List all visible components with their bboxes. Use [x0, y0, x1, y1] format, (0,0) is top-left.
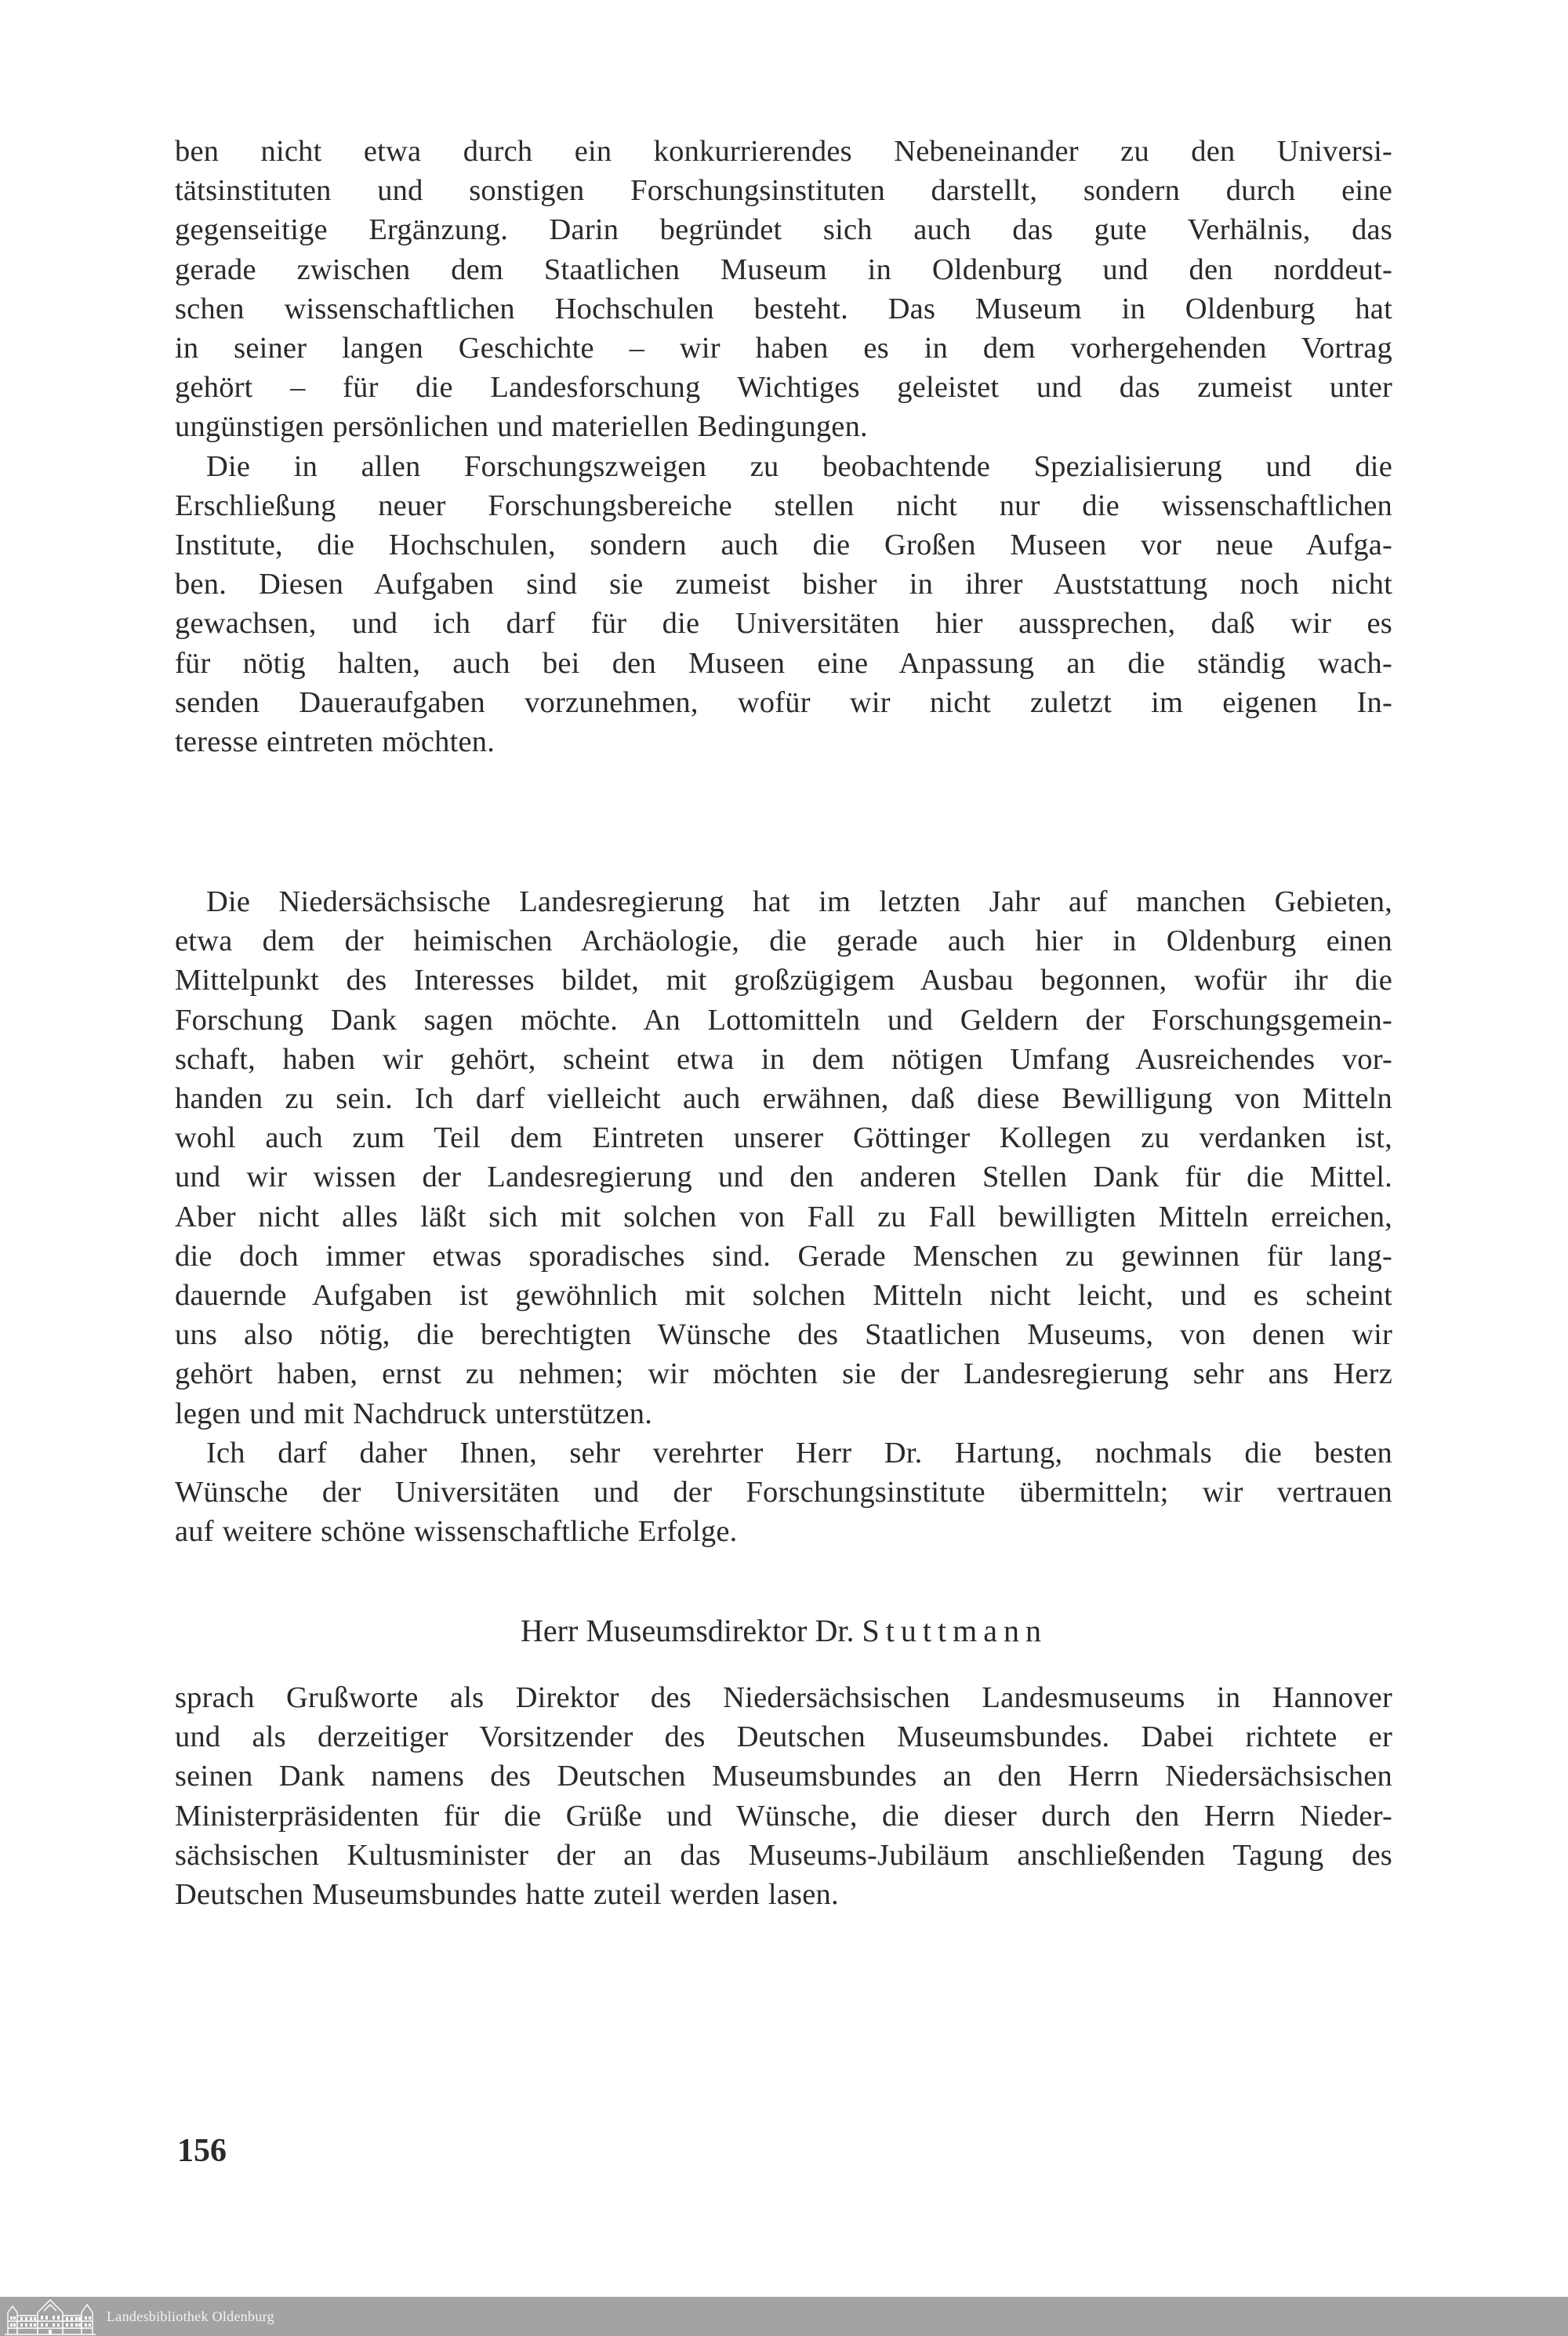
- text-line: gegenseitige Ergänzung. Darin begründet sich auch das gute Verhälnis, das: [175, 213, 1392, 247]
- text-line: und wir wissen der Landesregierung und den anderen Stellen Dank für die Mittel.: [175, 1161, 1392, 1194]
- text-line: Deutschen Museumsbundes hatte zuteil werden lasen.: [175, 1878, 839, 1912]
- library-building-icon: [3, 2297, 97, 2336]
- footer-library-name: Landesbibliothek Oldenburg: [107, 2308, 274, 2324]
- paragraph: [175, 882, 1392, 1433]
- text-line: uns also nötig, die berechtigten Wünsche des Staatlichen Museums, von denen wir: [175, 1318, 1392, 1352]
- text-line: senden Daueraufgaben vorzunehmen, wofür wir nicht zuletzt im eigenen In-: [175, 685, 1392, 719]
- text-line: ben nicht etwa durch ein konkurrierendes Nebeneinander zu den Universi-: [175, 135, 1392, 168]
- paragraph: [175, 1678, 1392, 1914]
- text-line: Erschließung neuer Forschungsbereiche stellen nicht nur die wissenschaftlichen: [175, 489, 1392, 522]
- heading-name: Stuttmann: [862, 1613, 1047, 1648]
- text-line: schaft, haben wir gehört, scheint etwa in dem nötigen Umfang Ausreichendes vor-: [175, 1042, 1392, 1076]
- text-line: gerade zwischen dem Staatlichen Museum in Oldenburg und den norddeut-: [175, 252, 1392, 286]
- text-line: sprach Grußworte als Direktor des Niedersächsischen Landesmuseums in Hannover: [175, 1681, 1392, 1714]
- paragraph: [175, 132, 1392, 447]
- section-heading: [0, 1611, 1568, 1651]
- text-line: sächsischen Kultusminister der an das Museums-Jubiläum anschließenden Tagung des: [175, 1838, 1392, 1872]
- text-line: die doch immer etwas sporadisches sind. Gerade Menschen zu gewinnen für lang-: [175, 1239, 1392, 1273]
- text-line: ungünstigen persönlichen und materiellen Bedingungen.: [175, 410, 868, 444]
- text-line: für nötig halten, auch bei den Museen eine Anpassung an die ständig wach-: [175, 646, 1392, 680]
- paragraph: [175, 447, 1392, 762]
- text-line: teresse eintreten möchten.: [175, 725, 495, 759]
- text-line: handen zu sein. Ich darf vielleicht auch erwähnen, daß diese Bewilligung von Mitteln: [175, 1082, 1392, 1116]
- text-line: in seiner langen Geschichte – wir haben es in dem vorhergehenden Vortrag: [175, 332, 1392, 365]
- text-line: Forschung Dank sagen möchte. An Lottomitteln und Geldern der Forschungsgemein-: [175, 1003, 1392, 1037]
- text-line: tätsinstituten und sonstigen Forschungsinstituten darstellt, sondern durch eine: [175, 174, 1392, 208]
- text-line: gewachsen, und ich darf für die Universitäten hier aussprechen, daß wir es: [175, 607, 1392, 641]
- text-line: schen wissenschaftlichen Hochschulen besteht. Das Museum in Oldenburg hat: [175, 292, 1392, 325]
- footer-bar: [0, 2297, 1568, 2336]
- text-line: auf weitere schöne wissenschaftliche Erfolge.: [175, 1515, 738, 1549]
- text-line: Institute, die Hochschulen, sondern auch die Großen Museen vor neue Aufga-: [175, 529, 1392, 562]
- text-line: Aber nicht alles läßt sich mit solchen von Fall zu Fall bewilligten Mitteln erreichen,: [175, 1200, 1392, 1233]
- paragraph: [175, 1433, 1392, 1552]
- text-line: Die Niedersächsische Landesregierung hat im letzten Jahr auf manchen Gebieten,: [206, 885, 1392, 918]
- text-line: Ministerpräsidenten für die Grüße und Wünsche, die dieser durch den Herrn Nieder-: [175, 1799, 1392, 1833]
- text-line: Mittelpunkt des Interesses bildet, mit großzügigem Ausbau begonnen, wofür ihr die: [175, 964, 1392, 997]
- text-line: und als derzeitiger Vorsitzender des Deutschen Museumsbundes. Dabei richtete er: [175, 1720, 1392, 1754]
- heading-prefix: Herr Museumsdirektor Dr.: [521, 1613, 862, 1648]
- text-block-3: [175, 1678, 1392, 1914]
- text-line: gehört haben, ernst zu nehmen; wir möchten sie der Landesregierung sehr ans Herz: [175, 1357, 1392, 1391]
- text-line: Ich darf daher Ihnen, sehr verehrter Herr Dr. Hartung, nochmals die besten: [206, 1436, 1392, 1470]
- text-line: legen und mit Nachdruck unterstützen.: [175, 1397, 653, 1430]
- text-line: ben. Diesen Aufgaben sind sie zumeist bisher in ihrer Auststattung noch nicht: [175, 568, 1392, 601]
- page-number: 156: [177, 2133, 227, 2169]
- text-block-2: [175, 882, 1392, 1551]
- text-line: Wünsche der Universitäten und der Forschungsinstitute übermitteln; wir vertrauen: [175, 1476, 1392, 1509]
- text-line: wohl auch zum Teil dem Eintreten unserer Göttinger Kollegen zu verdanken ist,: [175, 1121, 1392, 1155]
- text-line: etwa dem der heimischen Archäologie, die gerade auch hier in Oldenburg einen: [175, 925, 1392, 958]
- text-line: gehört – für die Landesforschung Wichtiges geleistet und das zumeist unter: [175, 371, 1392, 405]
- text-line: dauernde Aufgaben ist gewöhnlich mit solchen Mitteln nicht leicht, und es scheint: [175, 1279, 1392, 1313]
- text-block-1: [175, 132, 1392, 761]
- text-line: Die in allen Forschungszweigen zu beobachtende Spezialisierung und die: [206, 449, 1392, 483]
- text-line: seinen Dank namens des Deutschen Museumsbundes an den Herrn Niedersächsischen: [175, 1760, 1392, 1793]
